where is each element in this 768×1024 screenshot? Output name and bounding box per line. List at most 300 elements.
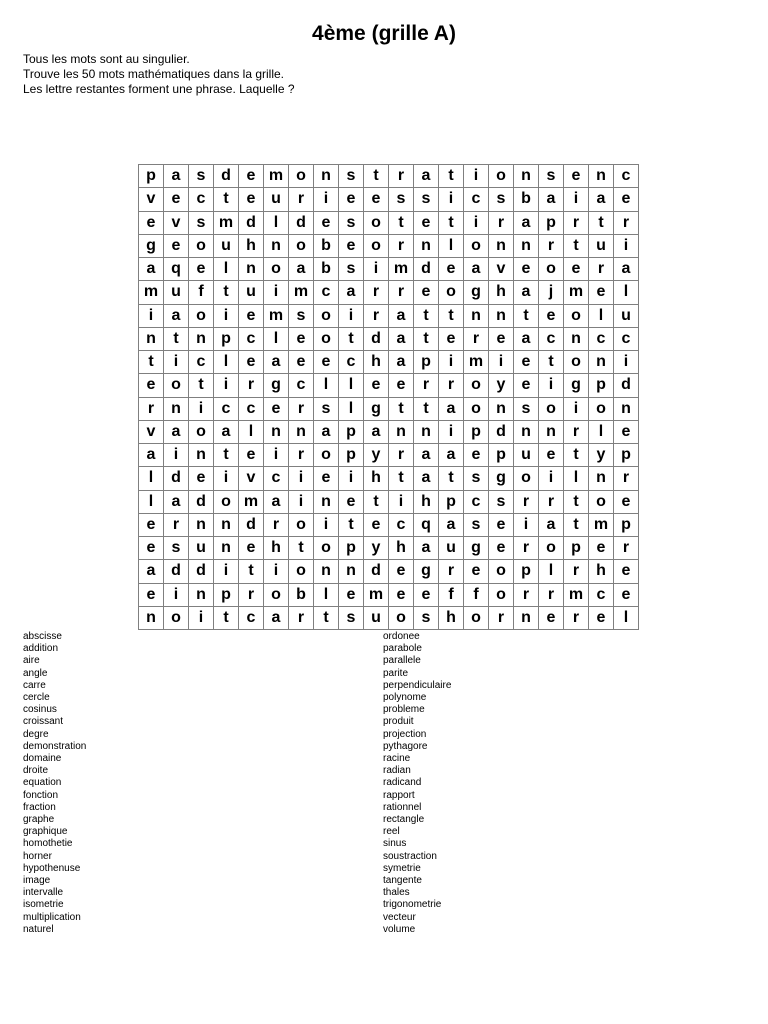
word-item: homothetie (23, 838, 73, 850)
grid-cell: u (364, 606, 389, 629)
grid-cell: n (514, 165, 539, 188)
word-item: droite (23, 765, 49, 777)
grid-cell: s (339, 258, 364, 281)
grid-cell: e (389, 560, 414, 583)
grid-cell: a (514, 281, 539, 304)
word-item: trigonometrie (383, 899, 442, 911)
grid-cell: n (189, 444, 214, 467)
grid-cell: m (464, 351, 489, 374)
grid-cell: r (614, 211, 639, 234)
grid-row (139, 327, 639, 350)
word-item: soustraction (383, 850, 437, 862)
grid-cell: t (214, 281, 239, 304)
grid-cell: a (439, 513, 464, 536)
grid-cell: d (489, 420, 514, 443)
grid-cell: l (239, 420, 264, 443)
grid-cell: i (464, 211, 489, 234)
grid-cell: a (264, 490, 289, 513)
grid-cell: i (289, 467, 314, 490)
grid-cell: n (589, 351, 614, 374)
grid-row (139, 583, 639, 606)
grid-cell: m (564, 281, 589, 304)
grid-cell: n (414, 420, 439, 443)
grid-cell: n (414, 234, 439, 257)
grid-cell: y (589, 444, 614, 467)
grid-cell: o (264, 583, 289, 606)
grid-cell: l (539, 560, 564, 583)
grid-cell: h (364, 467, 389, 490)
grid-cell: c (264, 467, 289, 490)
grid-cell: e (239, 351, 264, 374)
grid-cell: i (489, 351, 514, 374)
grid-cell: r (514, 537, 539, 560)
grid-cell: q (414, 513, 439, 536)
grid-cell: n (139, 327, 164, 350)
word-item: naturel (23, 923, 54, 935)
grid-cell: e (139, 537, 164, 560)
instructions (23, 52, 295, 97)
grid-cell: p (514, 560, 539, 583)
grid-cell: o (314, 537, 339, 560)
grid-cell: s (414, 188, 439, 211)
grid-cell: u (589, 234, 614, 257)
grid-cell: a (414, 444, 439, 467)
grid-cell: o (589, 490, 614, 513)
grid-cell: t (439, 165, 464, 188)
grid-cell: i (139, 304, 164, 327)
grid-cell: e (489, 537, 514, 560)
grid-cell: r (289, 188, 314, 211)
grid-cell: a (214, 420, 239, 443)
grid-cell: t (389, 397, 414, 420)
grid-cell: g (489, 467, 514, 490)
grid-cell: n (214, 537, 239, 560)
grid-cell: o (539, 258, 564, 281)
word-item: degre (23, 728, 49, 740)
word-item: vecteur (383, 911, 416, 923)
grid-cell: s (339, 606, 364, 629)
word-item: angle (23, 667, 48, 679)
grid-cell: a (439, 397, 464, 420)
grid-cell: t (364, 490, 389, 513)
grid-cell: n (489, 304, 514, 327)
grid-cell: a (539, 513, 564, 536)
grid-cell: i (164, 583, 189, 606)
word-item: graphique (23, 826, 68, 838)
grid-cell: i (439, 188, 464, 211)
grid-row (139, 304, 639, 327)
grid-cell: e (239, 444, 264, 467)
grid-cell: e (189, 467, 214, 490)
grid-cell: e (239, 304, 264, 327)
grid-cell: a (164, 420, 189, 443)
grid-cell: e (414, 583, 439, 606)
grid-cell: e (339, 490, 364, 513)
grid-cell: i (264, 281, 289, 304)
word-item: croissant (23, 716, 64, 728)
grid-cell: e (439, 327, 464, 350)
grid-cell: o (189, 304, 214, 327)
grid-cell: r (389, 165, 414, 188)
grid-cell: s (489, 490, 514, 513)
grid-cell: e (589, 537, 614, 560)
grid-cell: i (614, 234, 639, 257)
word-item: rationnel (383, 801, 422, 813)
grid-cell: e (514, 351, 539, 374)
grid-cell: p (339, 537, 364, 560)
word-item: polynome (383, 692, 427, 704)
grid-cell: c (314, 281, 339, 304)
word-item: isometrie (23, 899, 64, 911)
grid-cell: t (564, 513, 589, 536)
grid-cell: s (464, 513, 489, 536)
grid-cell: o (564, 351, 589, 374)
grid-cell: i (564, 397, 589, 420)
grid-cell: t (214, 444, 239, 467)
grid-cell: e (364, 513, 389, 536)
word-item: abscisse (23, 631, 62, 642)
grid-cell: e (339, 583, 364, 606)
grid-cell: r (514, 490, 539, 513)
grid-cell: p (214, 327, 239, 350)
grid-cell: e (614, 188, 639, 211)
grid-cell: e (589, 281, 614, 304)
grid-cell: o (164, 606, 189, 629)
grid-cell: s (464, 467, 489, 490)
grid-cell: i (539, 374, 564, 397)
grid-cell: l (139, 490, 164, 513)
grid-cell: o (289, 234, 314, 257)
grid-cell: r (539, 234, 564, 257)
grid-cell: a (514, 211, 539, 234)
grid-cell: l (439, 234, 464, 257)
grid-cell: b (289, 583, 314, 606)
grid-cell: o (589, 397, 614, 420)
grid-cell: l (614, 606, 639, 629)
grid-cell: c (189, 188, 214, 211)
grid-cell: e (439, 258, 464, 281)
grid-cell: r (364, 281, 389, 304)
grid-cell: n (189, 513, 214, 536)
grid-cell: i (314, 513, 339, 536)
grid-cell: t (289, 537, 314, 560)
grid-cell: l (264, 211, 289, 234)
grid-cell: p (439, 490, 464, 513)
grid-row (139, 351, 639, 374)
grid-cell: a (314, 420, 339, 443)
grid-cell: d (189, 490, 214, 513)
grid-cell: s (339, 211, 364, 234)
word-item: parite (383, 667, 409, 679)
grid-cell: e (239, 188, 264, 211)
grid-cell: r (389, 444, 414, 467)
grid-cell: g (464, 281, 489, 304)
grid-cell: s (339, 165, 364, 188)
grid-cell: m (389, 258, 414, 281)
grid-cell: f (464, 583, 489, 606)
grid-cell: c (239, 606, 264, 629)
grid-row (139, 490, 639, 513)
grid-cell: t (564, 234, 589, 257)
grid-cell: o (314, 444, 339, 467)
grid-cell: a (164, 165, 189, 188)
grid-cell: i (314, 188, 339, 211)
grid-cell: i (439, 351, 464, 374)
grid-cell: i (189, 397, 214, 420)
grid-cell: o (389, 606, 414, 629)
grid-cell: o (464, 397, 489, 420)
grid-cell: l (589, 304, 614, 327)
word-item: perpendiculaire (383, 679, 452, 691)
grid-cell: c (464, 188, 489, 211)
grid-cell: u (614, 304, 639, 327)
grid-cell: u (264, 188, 289, 211)
grid-cell: f (189, 281, 214, 304)
grid-cell: u (439, 537, 464, 560)
grid-cell: l (214, 258, 239, 281)
grid-cell: o (264, 258, 289, 281)
word-item: sinus (383, 838, 407, 850)
grid-cell: v (139, 188, 164, 211)
grid-cell: o (464, 234, 489, 257)
grid-cell: o (489, 560, 514, 583)
grid-cell: t (239, 560, 264, 583)
grid-cell: l (564, 467, 589, 490)
grid-cell: n (189, 327, 214, 350)
grid-row (139, 467, 639, 490)
grid-cell: d (164, 467, 189, 490)
grid-cell: l (589, 420, 614, 443)
word-item: tangente (383, 875, 422, 887)
grid-row (139, 165, 639, 188)
grid-cell: o (464, 374, 489, 397)
grid-cell: j (539, 281, 564, 304)
grid-cell: a (514, 327, 539, 350)
grid-cell: a (614, 258, 639, 281)
grid-cell: t (339, 327, 364, 350)
grid-cell: e (589, 606, 614, 629)
grid-cell: m (264, 304, 289, 327)
grid-cell: n (389, 420, 414, 443)
grid-cell: s (489, 188, 514, 211)
grid-cell: r (439, 374, 464, 397)
grid-cell: i (439, 420, 464, 443)
grid-cell: t (364, 165, 389, 188)
grid-cell: s (414, 606, 439, 629)
grid-cell: o (164, 374, 189, 397)
grid-cell: e (464, 560, 489, 583)
grid-cell: o (289, 165, 314, 188)
grid-cell: c (539, 327, 564, 350)
word-item: radian (383, 765, 411, 777)
grid-cell: n (489, 397, 514, 420)
grid-cell: e (514, 258, 539, 281)
grid-cell: a (364, 420, 389, 443)
grid-cell: t (564, 444, 589, 467)
grid-cell: o (289, 560, 314, 583)
word-item: probleme (383, 704, 425, 716)
page-title: 4ème (grille A) (312, 22, 456, 45)
grid-cell: u (239, 281, 264, 304)
grid-cell: h (439, 606, 464, 629)
grid-cell: e (139, 211, 164, 234)
grid-cell: c (289, 374, 314, 397)
grid-cell: s (189, 165, 214, 188)
grid-cell: n (314, 490, 339, 513)
grid-cell: h (364, 351, 389, 374)
grid-cell: e (489, 327, 514, 350)
word-list-right (383, 631, 451, 936)
grid-cell: a (414, 537, 439, 560)
grid-cell: s (164, 537, 189, 560)
grid-cell: r (289, 444, 314, 467)
grid-cell: r (239, 583, 264, 606)
grid-cell: n (239, 258, 264, 281)
grid-cell: r (364, 304, 389, 327)
word-item: graphe (23, 814, 55, 826)
word-item: projection (383, 728, 427, 740)
word-item: fonction (23, 789, 59, 801)
grid-cell: d (364, 327, 389, 350)
grid-cell: e (614, 420, 639, 443)
grid-cell: i (214, 467, 239, 490)
grid-cell: p (614, 513, 639, 536)
grid-cell: r (289, 397, 314, 420)
grid-cell: d (289, 211, 314, 234)
word-item: parallele (383, 655, 421, 667)
grid-cell: t (314, 606, 339, 629)
grid-cell: p (339, 420, 364, 443)
grid-cell: s (189, 211, 214, 234)
word-search-grid (138, 164, 639, 630)
grid-cell: a (539, 188, 564, 211)
grid-cell: v (239, 467, 264, 490)
grid-cell: h (489, 281, 514, 304)
grid-cell: t (414, 397, 439, 420)
grid-cell: l (139, 467, 164, 490)
grid-cell: e (289, 327, 314, 350)
grid-cell: l (614, 281, 639, 304)
grid-row (139, 281, 639, 304)
grid-cell: a (389, 304, 414, 327)
grid-cell: i (614, 351, 639, 374)
word-item: carre (23, 679, 46, 691)
grid-cell: m (289, 281, 314, 304)
grid-cell: i (389, 490, 414, 513)
grid-cell: n (164, 397, 189, 420)
grid-cell: m (364, 583, 389, 606)
grid-cell: g (464, 537, 489, 560)
grid-row (139, 258, 639, 281)
grid-cell: a (139, 258, 164, 281)
grid-cell: t (164, 327, 189, 350)
grid-cell: a (289, 258, 314, 281)
grid-cell: u (164, 281, 189, 304)
grid-cell: y (364, 444, 389, 467)
word-item: cercle (23, 692, 50, 704)
grid-cell: n (139, 606, 164, 629)
grid-cell: t (389, 467, 414, 490)
grid-cell: c (614, 165, 639, 188)
grid-cell: t (589, 211, 614, 234)
grid-cell: i (264, 560, 289, 583)
grid-cell: s (289, 304, 314, 327)
grid-row (139, 234, 639, 257)
grid-cell: q (164, 258, 189, 281)
grid-cell: e (389, 374, 414, 397)
grid-cell: r (614, 467, 639, 490)
grid-cell: i (339, 304, 364, 327)
grid-cell: e (139, 374, 164, 397)
grid-cell: e (239, 537, 264, 560)
grid-cell: e (314, 467, 339, 490)
grid-cell: h (239, 234, 264, 257)
grid-cell: e (164, 188, 189, 211)
grid-cell: a (264, 606, 289, 629)
grid-cell: e (389, 583, 414, 606)
grid-cell: n (464, 304, 489, 327)
grid-cell: h (264, 537, 289, 560)
grid-cell: f (439, 583, 464, 606)
grid-cell: r (139, 397, 164, 420)
grid-cell: m (589, 513, 614, 536)
grid-cell: e (514, 374, 539, 397)
grid-cell: h (589, 560, 614, 583)
grid-cell: a (139, 560, 164, 583)
grid-cell: a (389, 327, 414, 350)
grid-cell: r (539, 583, 564, 606)
grid-cell: r (514, 583, 539, 606)
word-item: ordonee (383, 631, 420, 642)
grid-row (139, 444, 639, 467)
grid-cell: t (539, 351, 564, 374)
word-item: fraction (23, 801, 56, 813)
word-item: cosinus (23, 704, 57, 716)
grid-cell: u (214, 234, 239, 257)
grid-row (139, 420, 639, 443)
grid-row (139, 374, 639, 397)
grid-cell: l (314, 374, 339, 397)
grid-cell: e (614, 583, 639, 606)
instruction-line: Trouve les 50 mots mathématiques dans la grille. (23, 67, 285, 81)
grid-cell: e (489, 513, 514, 536)
grid-cell: e (139, 583, 164, 606)
grid-cell: d (164, 560, 189, 583)
word-list-left (23, 631, 86, 936)
grid-cell: s (514, 397, 539, 420)
grid-cell: e (564, 258, 589, 281)
word-item: parabole (383, 643, 422, 655)
grid-cell: b (314, 258, 339, 281)
grid-cell: s (314, 397, 339, 420)
grid-cell: t (514, 304, 539, 327)
grid-cell: r (489, 211, 514, 234)
grid-cell: e (614, 560, 639, 583)
grid-cell: n (289, 420, 314, 443)
grid-row (139, 211, 639, 234)
grid-cell: d (614, 374, 639, 397)
grid-cell: l (214, 351, 239, 374)
grid-cell: p (614, 444, 639, 467)
grid-cell: n (589, 467, 614, 490)
grid-cell: r (539, 490, 564, 513)
grid-cell: a (439, 444, 464, 467)
grid-cell: i (364, 258, 389, 281)
grid-cell: p (414, 351, 439, 374)
grid-cell: o (189, 234, 214, 257)
word-item: rapport (383, 789, 415, 801)
grid-row (139, 397, 639, 420)
